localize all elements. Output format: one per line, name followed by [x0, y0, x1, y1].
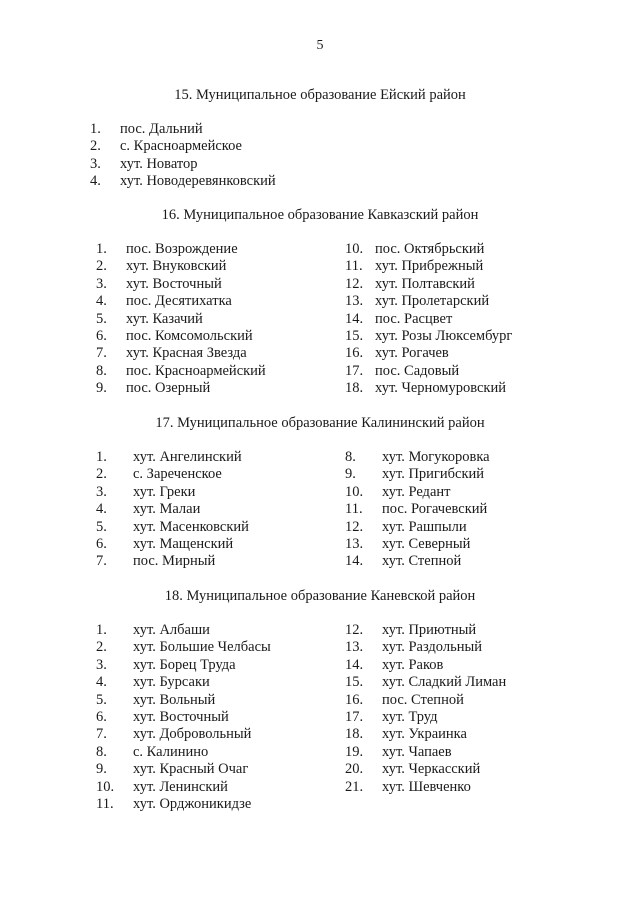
item-number: 3.	[96, 275, 107, 292]
section-title: 17. Муниципальное образование Калининский район	[155, 415, 485, 431]
list-item	[345, 258, 585, 275]
list-item	[90, 121, 330, 138]
settlement-name: с. Красноармейское	[120, 138, 242, 155]
settlement-name: хут. Редант	[382, 483, 451, 500]
item-number: 1.	[96, 241, 107, 257]
settlement-name: пос. Возрождение	[126, 241, 238, 257]
list-item	[345, 779, 585, 796]
list-item	[345, 622, 585, 639]
settlement-name: пос. Десятихатка	[126, 293, 232, 310]
settlement-name: хут. Труд	[382, 708, 438, 725]
settlement-name: хут. Степной	[382, 553, 462, 570]
list-item	[345, 709, 585, 726]
item-number: 4.	[90, 173, 101, 190]
list-item	[96, 674, 336, 691]
item-number: 1.	[96, 622, 107, 638]
item-number: 14.	[345, 656, 364, 673]
settlement-list	[96, 449, 336, 571]
list-item	[96, 501, 336, 518]
item-number: 12.	[345, 518, 364, 535]
list-item	[345, 466, 585, 483]
item-number: 10.	[96, 778, 115, 795]
list-item	[345, 241, 585, 258]
settlement-name: пос. Мирный	[133, 553, 216, 570]
settlement-name: пос. Степной	[382, 691, 464, 708]
item-number: 13.	[345, 293, 364, 310]
list-item	[90, 138, 330, 155]
settlement-name: хут. Малаи	[133, 501, 201, 518]
item-number: 9.	[96, 761, 107, 778]
item-number: 4.	[96, 674, 107, 691]
list-item	[96, 657, 336, 674]
list-item	[345, 363, 585, 380]
list-item	[345, 519, 585, 536]
list-item	[96, 761, 336, 778]
item-number: 8.	[96, 362, 107, 379]
settlement-name: пос. Расцвет	[375, 310, 453, 327]
list-item	[345, 657, 585, 674]
item-number: 19.	[345, 743, 364, 760]
list-item	[90, 173, 330, 190]
settlement-name: хут. Раздольный	[382, 639, 482, 656]
list-item	[96, 466, 336, 483]
list-item	[345, 484, 585, 501]
settlement-name: хут. Розы Люксембург	[375, 327, 513, 344]
settlement-name: пос. Садовый	[375, 362, 460, 379]
item-number: 16.	[345, 345, 364, 362]
list-item	[96, 258, 336, 275]
item-number: 13.	[345, 535, 364, 552]
settlement-name: хут. Ангелинский	[133, 449, 242, 465]
item-number: 2.	[96, 466, 107, 483]
settlement-name: пос. Озерный	[126, 380, 211, 397]
list-item	[96, 276, 336, 293]
item-number: 3.	[96, 656, 107, 673]
list-item	[345, 449, 585, 466]
item-number: 2.	[96, 258, 107, 275]
settlement-name: пос. Красноармейский	[126, 362, 266, 379]
list-item	[96, 744, 336, 761]
settlement-list	[96, 622, 336, 813]
settlement-name: пос. Октябрьский	[375, 241, 485, 257]
settlement-name: с. Калинино	[133, 743, 209, 760]
list-item	[345, 674, 585, 691]
settlement-name: хут. Казачий	[126, 310, 203, 327]
settlement-name: хут. Новодеревянковский	[120, 173, 276, 190]
item-number: 10.	[345, 241, 364, 257]
settlement-name: хут. Приютный	[382, 622, 477, 638]
settlement-name: хут. Полтавский	[375, 275, 475, 292]
settlement-name: хут. Новатор	[120, 155, 198, 172]
list-item	[96, 553, 336, 570]
list-item	[96, 363, 336, 380]
settlement-name: пос. Комсомольский	[126, 327, 253, 344]
item-number: 2.	[90, 138, 101, 155]
item-number: 5.	[96, 691, 107, 708]
item-number: 16.	[345, 691, 364, 708]
list-item	[96, 345, 336, 362]
settlement-name: хут. Украинка	[382, 726, 467, 743]
item-number: 11.	[96, 795, 114, 812]
settlement-name: хут. Черномуровский	[375, 380, 506, 397]
item-number: 12.	[345, 622, 364, 638]
settlement-name: хут. Рогачев	[375, 345, 449, 362]
settlement-name: хут. Прибрежный	[375, 258, 484, 275]
list-item	[345, 501, 585, 518]
list-item	[90, 156, 330, 173]
settlement-name: хут. Пригибский	[382, 466, 485, 483]
settlement-name: хут. Чапаев	[382, 743, 452, 760]
item-number: 18.	[345, 380, 364, 397]
settlement-name: хут. Восточный	[133, 708, 229, 725]
item-number: 17.	[345, 708, 364, 725]
settlement-name: хут. Пролетарский	[375, 293, 490, 310]
settlement-list	[90, 121, 330, 191]
list-item	[96, 779, 336, 796]
section-title: 18. Муниципальное образование Каневской район	[164, 588, 476, 604]
item-number: 5.	[96, 518, 107, 535]
item-number: 7.	[96, 345, 107, 362]
section-title: 15. Муниципальное образование Ейский район	[174, 87, 466, 103]
settlement-name: хут. Черкасский	[382, 761, 481, 778]
list-item	[96, 726, 336, 743]
list-item	[96, 328, 336, 345]
item-number: 13.	[345, 639, 364, 656]
settlement-name: хут. Ленинский	[133, 778, 228, 795]
list-item	[96, 536, 336, 553]
settlement-name: хут. Северный	[382, 535, 471, 552]
settlement-name: хут. Красный Очаг	[133, 761, 249, 778]
settlement-name: хут. Внуковский	[126, 258, 227, 275]
list-item	[96, 449, 336, 466]
item-number: 11.	[345, 501, 363, 518]
list-item	[96, 241, 336, 258]
item-number: 20.	[345, 761, 364, 778]
list-item	[96, 709, 336, 726]
section-title: 16. Муниципальное образование Кавказский район	[161, 207, 479, 223]
settlement-name: хут. Раков	[382, 656, 444, 673]
item-number: 14.	[345, 553, 364, 570]
list-item	[96, 484, 336, 501]
list-item	[96, 293, 336, 310]
item-number: 11.	[345, 258, 363, 275]
settlement-name: хут. Вольный	[133, 691, 216, 708]
item-number: 9.	[96, 380, 107, 397]
item-number: 15.	[345, 327, 364, 344]
item-number: 7.	[96, 726, 107, 743]
list-item	[345, 276, 585, 293]
settlement-name: хут. Орджоникидзе	[133, 795, 252, 812]
page-number: 5	[316, 38, 324, 53]
item-number: 18.	[345, 726, 364, 743]
list-item	[96, 692, 336, 709]
item-number: 8.	[345, 449, 356, 465]
item-number: 8.	[96, 743, 107, 760]
list-item	[96, 519, 336, 536]
list-item	[345, 345, 585, 362]
item-number: 1.	[90, 121, 101, 137]
settlement-name: хут. Могукоровка	[382, 449, 490, 465]
list-item	[345, 311, 585, 328]
item-number: 6.	[96, 327, 107, 344]
settlement-name: хут. Красная Звезда	[126, 345, 247, 362]
list-item	[96, 796, 336, 813]
item-number: 15.	[345, 674, 364, 691]
item-number: 21.	[345, 778, 364, 795]
settlement-name: хут. Шевченко	[382, 778, 471, 795]
settlement-name: хут. Бурсаки	[133, 674, 210, 691]
item-number: 17.	[345, 362, 364, 379]
settlement-name: хут. Рашпыли	[382, 518, 467, 535]
item-number: 3.	[90, 155, 101, 172]
settlement-name: хут. Масенковский	[133, 518, 249, 535]
settlement-list	[345, 241, 585, 398]
item-number: 14.	[345, 310, 364, 327]
list-item	[96, 311, 336, 328]
list-item	[345, 380, 585, 397]
list-item	[345, 536, 585, 553]
settlement-list	[96, 241, 336, 398]
settlement-name: хут. Сладкий Лиман	[382, 674, 507, 691]
list-item	[345, 553, 585, 570]
item-number: 5.	[96, 310, 107, 327]
item-number: 3.	[96, 483, 107, 500]
item-number: 7.	[96, 553, 107, 570]
item-number: 4.	[96, 293, 107, 310]
settlement-name: пос. Дальний	[120, 121, 203, 137]
list-item	[345, 726, 585, 743]
list-item	[345, 761, 585, 778]
item-number: 10.	[345, 483, 364, 500]
item-number: 2.	[96, 639, 107, 656]
settlement-name: с. Зареченское	[133, 466, 222, 483]
settlement-name: хут. Борец Труда	[133, 656, 236, 673]
item-number: 6.	[96, 708, 107, 725]
list-item	[345, 639, 585, 656]
item-number: 6.	[96, 535, 107, 552]
item-number: 1.	[96, 449, 107, 465]
settlement-name: хут. Добровольный	[133, 726, 252, 743]
settlement-name: хут. Большие Челбасы	[133, 639, 271, 656]
list-item	[96, 639, 336, 656]
item-number: 4.	[96, 501, 107, 518]
item-number: 9.	[345, 466, 356, 483]
settlement-name: хут. Греки	[133, 483, 196, 500]
list-item	[96, 380, 336, 397]
settlement-list	[345, 449, 585, 571]
list-item	[345, 692, 585, 709]
list-item	[345, 328, 585, 345]
list-item	[96, 622, 336, 639]
settlement-name: хут. Албаши	[133, 622, 210, 638]
list-item	[345, 744, 585, 761]
list-item	[345, 293, 585, 310]
settlement-list	[345, 622, 585, 796]
settlement-name: хут. Мащенский	[133, 535, 234, 552]
settlement-name: пос. Рогачевский	[382, 501, 488, 518]
item-number: 12.	[345, 275, 364, 292]
settlement-name: хут. Восточный	[126, 275, 222, 292]
